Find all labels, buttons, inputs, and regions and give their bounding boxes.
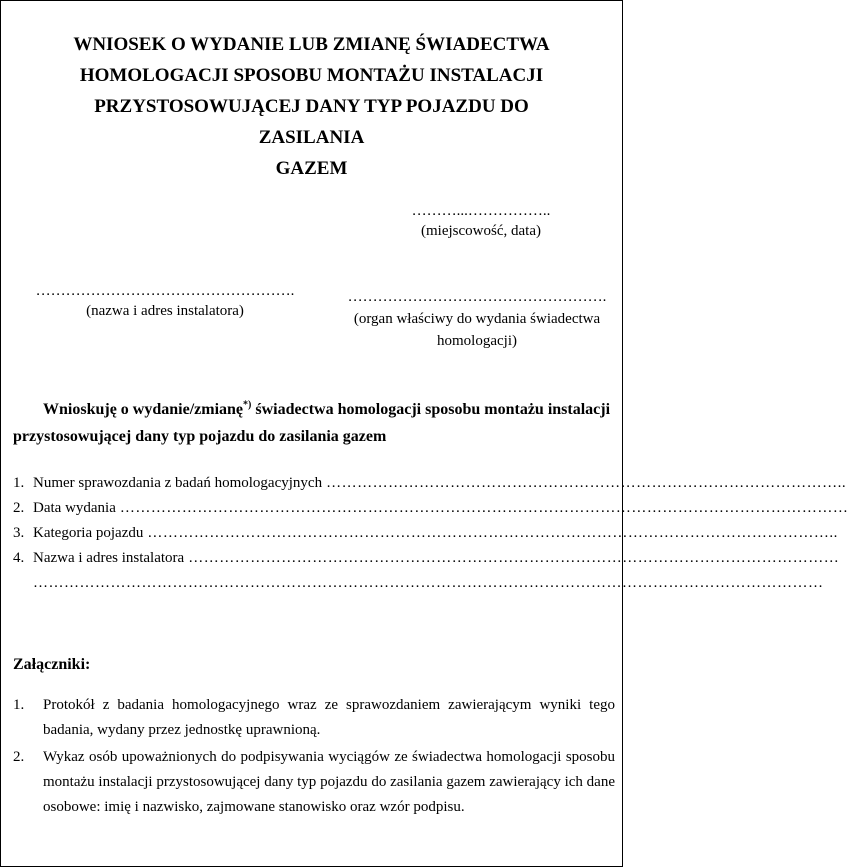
field-number: 4. <box>13 550 25 566</box>
attachment-item <box>13 693 615 743</box>
field-label: Data wydania <box>33 500 116 516</box>
vehicle-category-input[interactable]: …………………………………………………………………………………………………………………….. <box>147 525 838 541</box>
request-text-line2: przystosowującej dany typ pojazdu do zasilania gazem <box>13 428 387 445</box>
field-label: Kategoria pojazdu <box>33 525 144 541</box>
form-fields <box>13 471 848 596</box>
field-issue-date <box>13 496 848 521</box>
field-label: Numer sprawozdania z badań homologacyjnych <box>33 475 323 491</box>
organ-label-line-2: homologacji) <box>437 333 517 349</box>
place-date-label: (miejscowość, data) <box>421 223 541 239</box>
form-title <box>41 29 582 184</box>
field-number: 2. <box>13 500 25 516</box>
title-line-2: HOMOLOGACJI SPOSOBU MONTAŻU INSTALACJI <box>79 65 544 86</box>
field-installer-name-address <box>13 546 840 571</box>
field-report-number <box>13 471 847 496</box>
field-number: 1. <box>13 475 25 491</box>
installer-label: (nazwa i adres instalatora) <box>86 303 244 319</box>
installer-address-input[interactable]: ……………………………………………………………………………………………………………… <box>188 550 840 566</box>
request-statement <box>13 396 614 450</box>
organ-label-line-1: (organ właściwy do wydania świadectwa <box>353 311 601 327</box>
issue-date-input[interactable]: …………………………………………………………………………………………………………………………… <box>119 500 848 516</box>
field-installer-continuation <box>13 571 824 596</box>
request-text-part1: Wnioskuję o wydanie/zmianę <box>43 401 244 418</box>
attachments-list <box>13 693 615 822</box>
title-line-1: WNIOSEK O WYDANIE LUB ZMIANĘ ŚWIADECTWA <box>73 34 550 55</box>
place-date-block <box>361 201 601 241</box>
installer-name-field[interactable]: ……………………………………………. <box>35 283 295 299</box>
field-vehicle-category <box>13 521 838 546</box>
request-text-part2: świadectwa homologacji sposobu montażu instalacji <box>251 401 611 418</box>
report-number-input[interactable]: ……………………………………………………………………………………….. <box>326 475 847 491</box>
field-number: 3. <box>13 525 25 541</box>
attachment-text: Wykaz osób upoważnionych do podpisywania wyciągów ze świadectwa homologacji sposobu montażu instalacji przystosowującej dany typ pojazdu do zasilania gazem zawierający ich dane osobowe: imię i nazwisko, zajmowane stanowisko oraz wzór podpisu. <box>43 749 615 815</box>
attachment-number: 2. <box>13 749 25 765</box>
footnote-marker: *) <box>243 399 252 411</box>
place-date-field[interactable]: ………...…………….. <box>411 203 551 219</box>
title-line-4: GAZEM <box>275 158 348 179</box>
title-line-3: PRZYSTOSOWUJĄCEJ DANY TYP POJAZDU DO ZASILANIA <box>94 96 529 148</box>
attachment-text: Protokół z badania homologacyjnego wraz ze sprawozdaniem zawierającym wyniki tego badania, wydany przez jednostkę uprawnioną. <box>43 697 615 738</box>
organ-field[interactable]: ……………………………………………. <box>347 289 607 305</box>
attachment-item <box>13 745 615 820</box>
installer-address-continuation-input[interactable]: ……………………………………………………………………………………………………………………………………… <box>33 575 824 591</box>
attachments-heading: Załączniki: <box>13 656 91 673</box>
installer-block <box>27 281 303 321</box>
field-label: Nazwa i adres instalatora <box>33 550 185 566</box>
organ-block <box>339 286 615 352</box>
attachment-number: 1. <box>13 697 25 713</box>
